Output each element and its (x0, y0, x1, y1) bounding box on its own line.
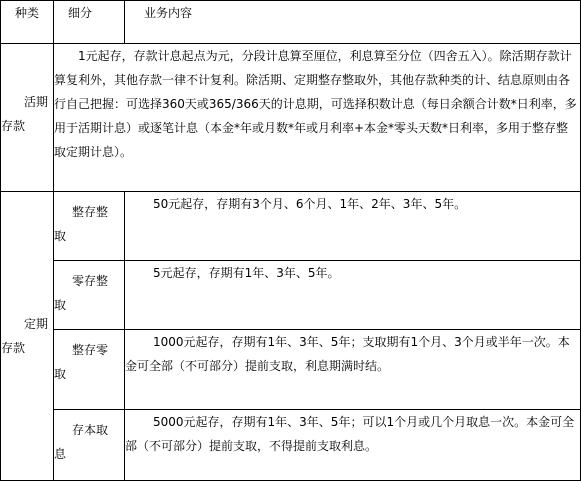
kind-label-current-1: 活期 (24, 95, 49, 109)
kind-cell-current (1, 44, 54, 192)
sub-label-2-2: 取 (54, 367, 67, 381)
sub-cell-1 (54, 261, 125, 330)
kind-label-current-2: 存款 (1, 119, 26, 133)
desc-fixed-1 (125, 261, 581, 330)
desc-fixed-0-text: 50元起存，存期有3个月、6个月、1年、2年、3年、5年。 (153, 197, 467, 211)
desc-current-text: 1元起存，存款计息起点为元，分段计息算至厘位，利息算至分位（四舍五入）。除活期存款计算复利外，其他存款一律不计复利。除活期、定期整存整取外，其他存款种类的计、结息原则由各行自己把握：可选择360天或365/366天的计息期，可选择积数计息（每日余额合计数*日利率，多用于活期计息）或逐笔计息（本金*年或月数*年或月利率+本金*零头天数*日利率，多用于整存整取定期计息）。 (54, 49, 577, 159)
table-row (1, 330, 581, 410)
header-subtype: 细分 (54, 1, 125, 44)
desc-current (54, 44, 581, 192)
desc-fixed-3 (125, 410, 581, 481)
sub-label-3-2: 息 (54, 447, 67, 461)
sub-label-0-1: 整存整 (72, 205, 109, 219)
sub-label-1-1: 零存整 (72, 274, 109, 288)
table-row (1, 410, 581, 481)
desc-fixed-1-text: 5元起存，存期有1年、3年、5年。 (153, 266, 340, 280)
sub-cell-3 (54, 410, 125, 481)
header-row (1, 1, 581, 44)
sub-cell-0 (54, 192, 125, 261)
sub-label-2-1: 整存零 (72, 343, 109, 357)
table-row-current (1, 44, 581, 192)
table-row (1, 192, 581, 261)
sub-cell-2 (54, 330, 125, 410)
header-kind: 种类 (1, 1, 54, 44)
kind-cell-fixed (1, 192, 54, 481)
kind-label-fixed-2: 存款 (1, 341, 26, 355)
table-row (1, 261, 581, 330)
sub-label-1-2: 取 (54, 298, 67, 312)
sub-label-0-2: 取 (54, 229, 67, 243)
desc-fixed-3-text: 5000元起存，存期有1年、3年、5年；可以1个月或几个月取息一次。本金可全部（不可部分）提前支取，不得提前支取利息。 (125, 415, 575, 453)
header-content: 业务内容 (125, 1, 581, 44)
desc-fixed-2 (125, 330, 581, 410)
sub-label-3-1: 存本取 (72, 423, 109, 437)
desc-fixed-2-text: 1000元起存，存期有1年、3年、5年；支取期有1个月、3个月或半年一次。本金可全部（不可部分）提前支取，利息期满时结。 (125, 335, 570, 373)
desc-fixed-0 (125, 192, 581, 261)
kind-label-fixed-1: 定期 (24, 317, 49, 331)
